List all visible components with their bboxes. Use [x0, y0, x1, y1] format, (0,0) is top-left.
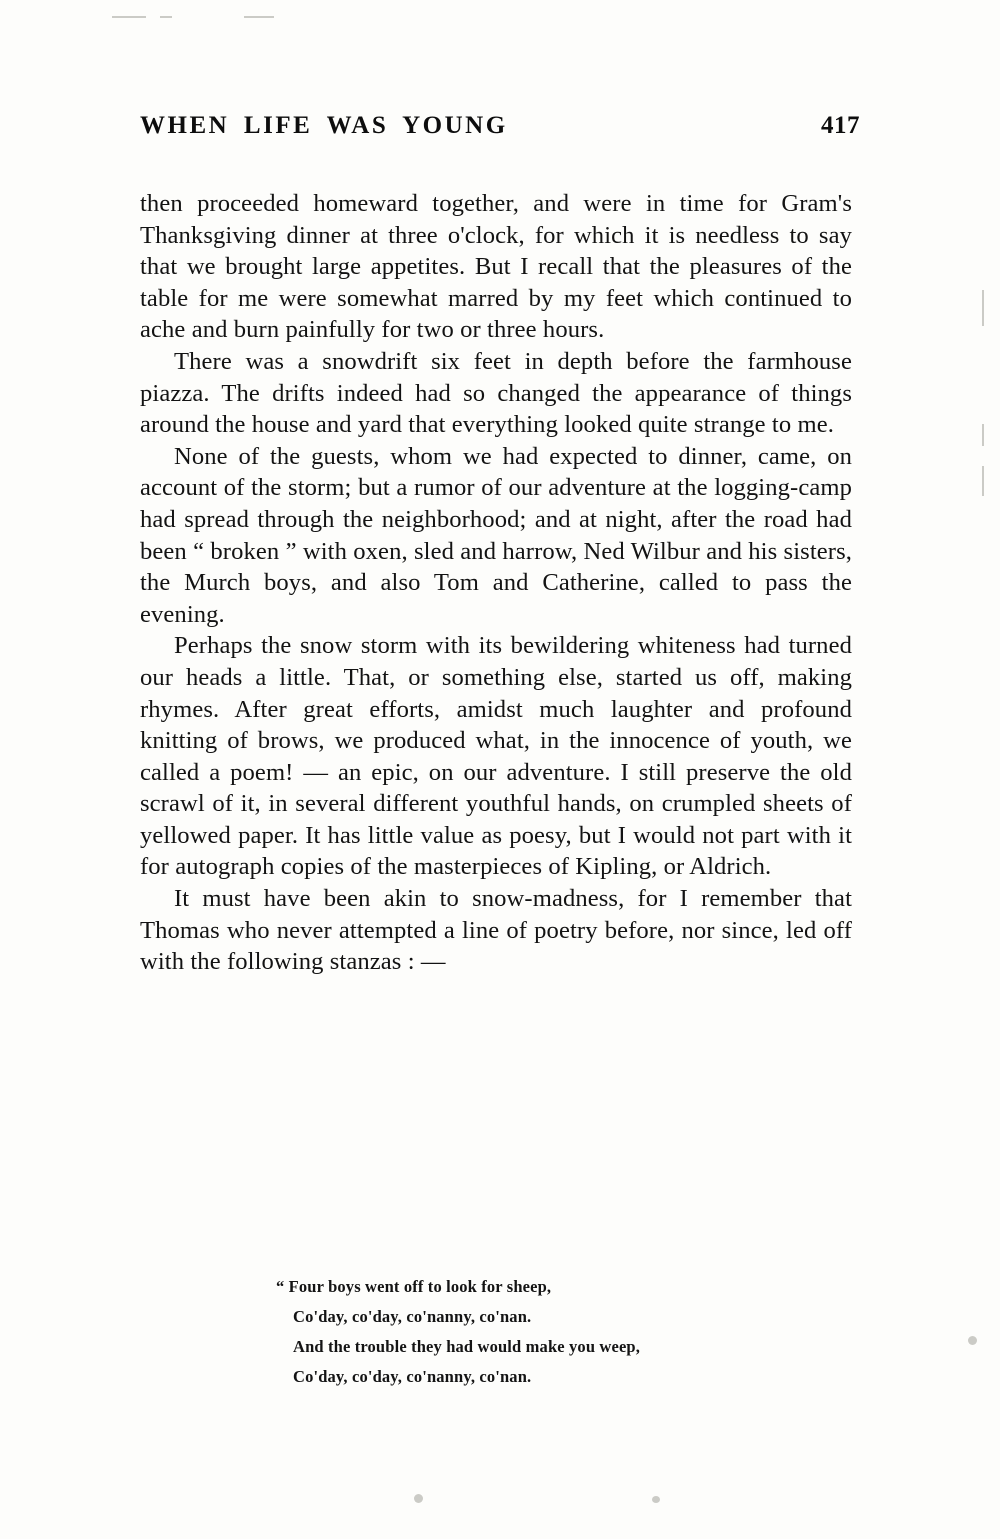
verse-line: And the trouble they had would make you weep, [293, 1337, 641, 1356]
paragraph: Perhaps the snow storm with its bewildering whiteness had turned our heads a little. That, or something else, started us off, making rhymes. After great efforts, amidst much laughter and profound knitting of brows, we produced what, in the innocence of youth, we called a poem! — an epic, on our adventure. I still preserve the old scrawl of it, in several different youthful hands, on crumpled sheets of yellowed paper. It has little value as poesy, but I would not part with it for autograph copies of the masterpieces of Kipling, or Aldrich. [140, 632, 852, 881]
scan-artifact-right-lower [982, 466, 984, 496]
scan-artifact-right-mid [982, 424, 984, 446]
scan-artifact-right-upper [982, 290, 984, 326]
verse-line: “ Four boys went off to look for sheep, [276, 1277, 552, 1296]
scan-artifact-top-right [244, 16, 274, 18]
paragraph: It must have been akin to snow-madness, for I remember that Thomas who never attempted a line of poetry before, nor since, led off with the following stanzas : — [140, 885, 852, 976]
page-number: 417 [821, 112, 860, 139]
verse-line: Co'day, co'day, co'nanny, co'nan. [293, 1367, 532, 1386]
scan-artifact-bottom [414, 1494, 423, 1503]
running-title: WHEN LIFE WAS YOUNG [140, 112, 508, 139]
paragraph: None of the guests, whom we had expected to dinner, came, on account of the storm; but a rumor of our adventure at the logging-camp had spread through the neighborhood; and at night, after the road had been “ broken ” with oxen, sled and harrow, Ned Wilbur and his sisters, the Murch boys, and also Tom and Catherine, called to pass the evening. [140, 442, 852, 628]
paragraph: There was a snowdrift six feet in depth before the farmhouse piazza. The drifts indeed had so changed the appearance of things around the house and yard that everything looked quite strange to me. [140, 347, 852, 439]
scan-artifact-top-left [112, 16, 146, 18]
scan-artifact-bottom-right [652, 1496, 660, 1503]
verse-block [276, 1272, 836, 1392]
paragraph: then proceeded homeward together, and were in time for Gram's Thanksgiving dinner at three o'clock, for which it is needless to say that we brought large appetites. But I recall that the pleasures of the table for me were somewhat marred by my feet which continued to ache and burn painfully for two or three hours. [140, 190, 852, 344]
verse-line: Co'day, co'day, co'nanny, co'nan. [293, 1307, 532, 1326]
body-text [140, 188, 852, 978]
page-header [140, 112, 860, 140]
scan-artifact-right-bottom [968, 1336, 977, 1345]
scan-artifact-top-mid [160, 16, 172, 18]
